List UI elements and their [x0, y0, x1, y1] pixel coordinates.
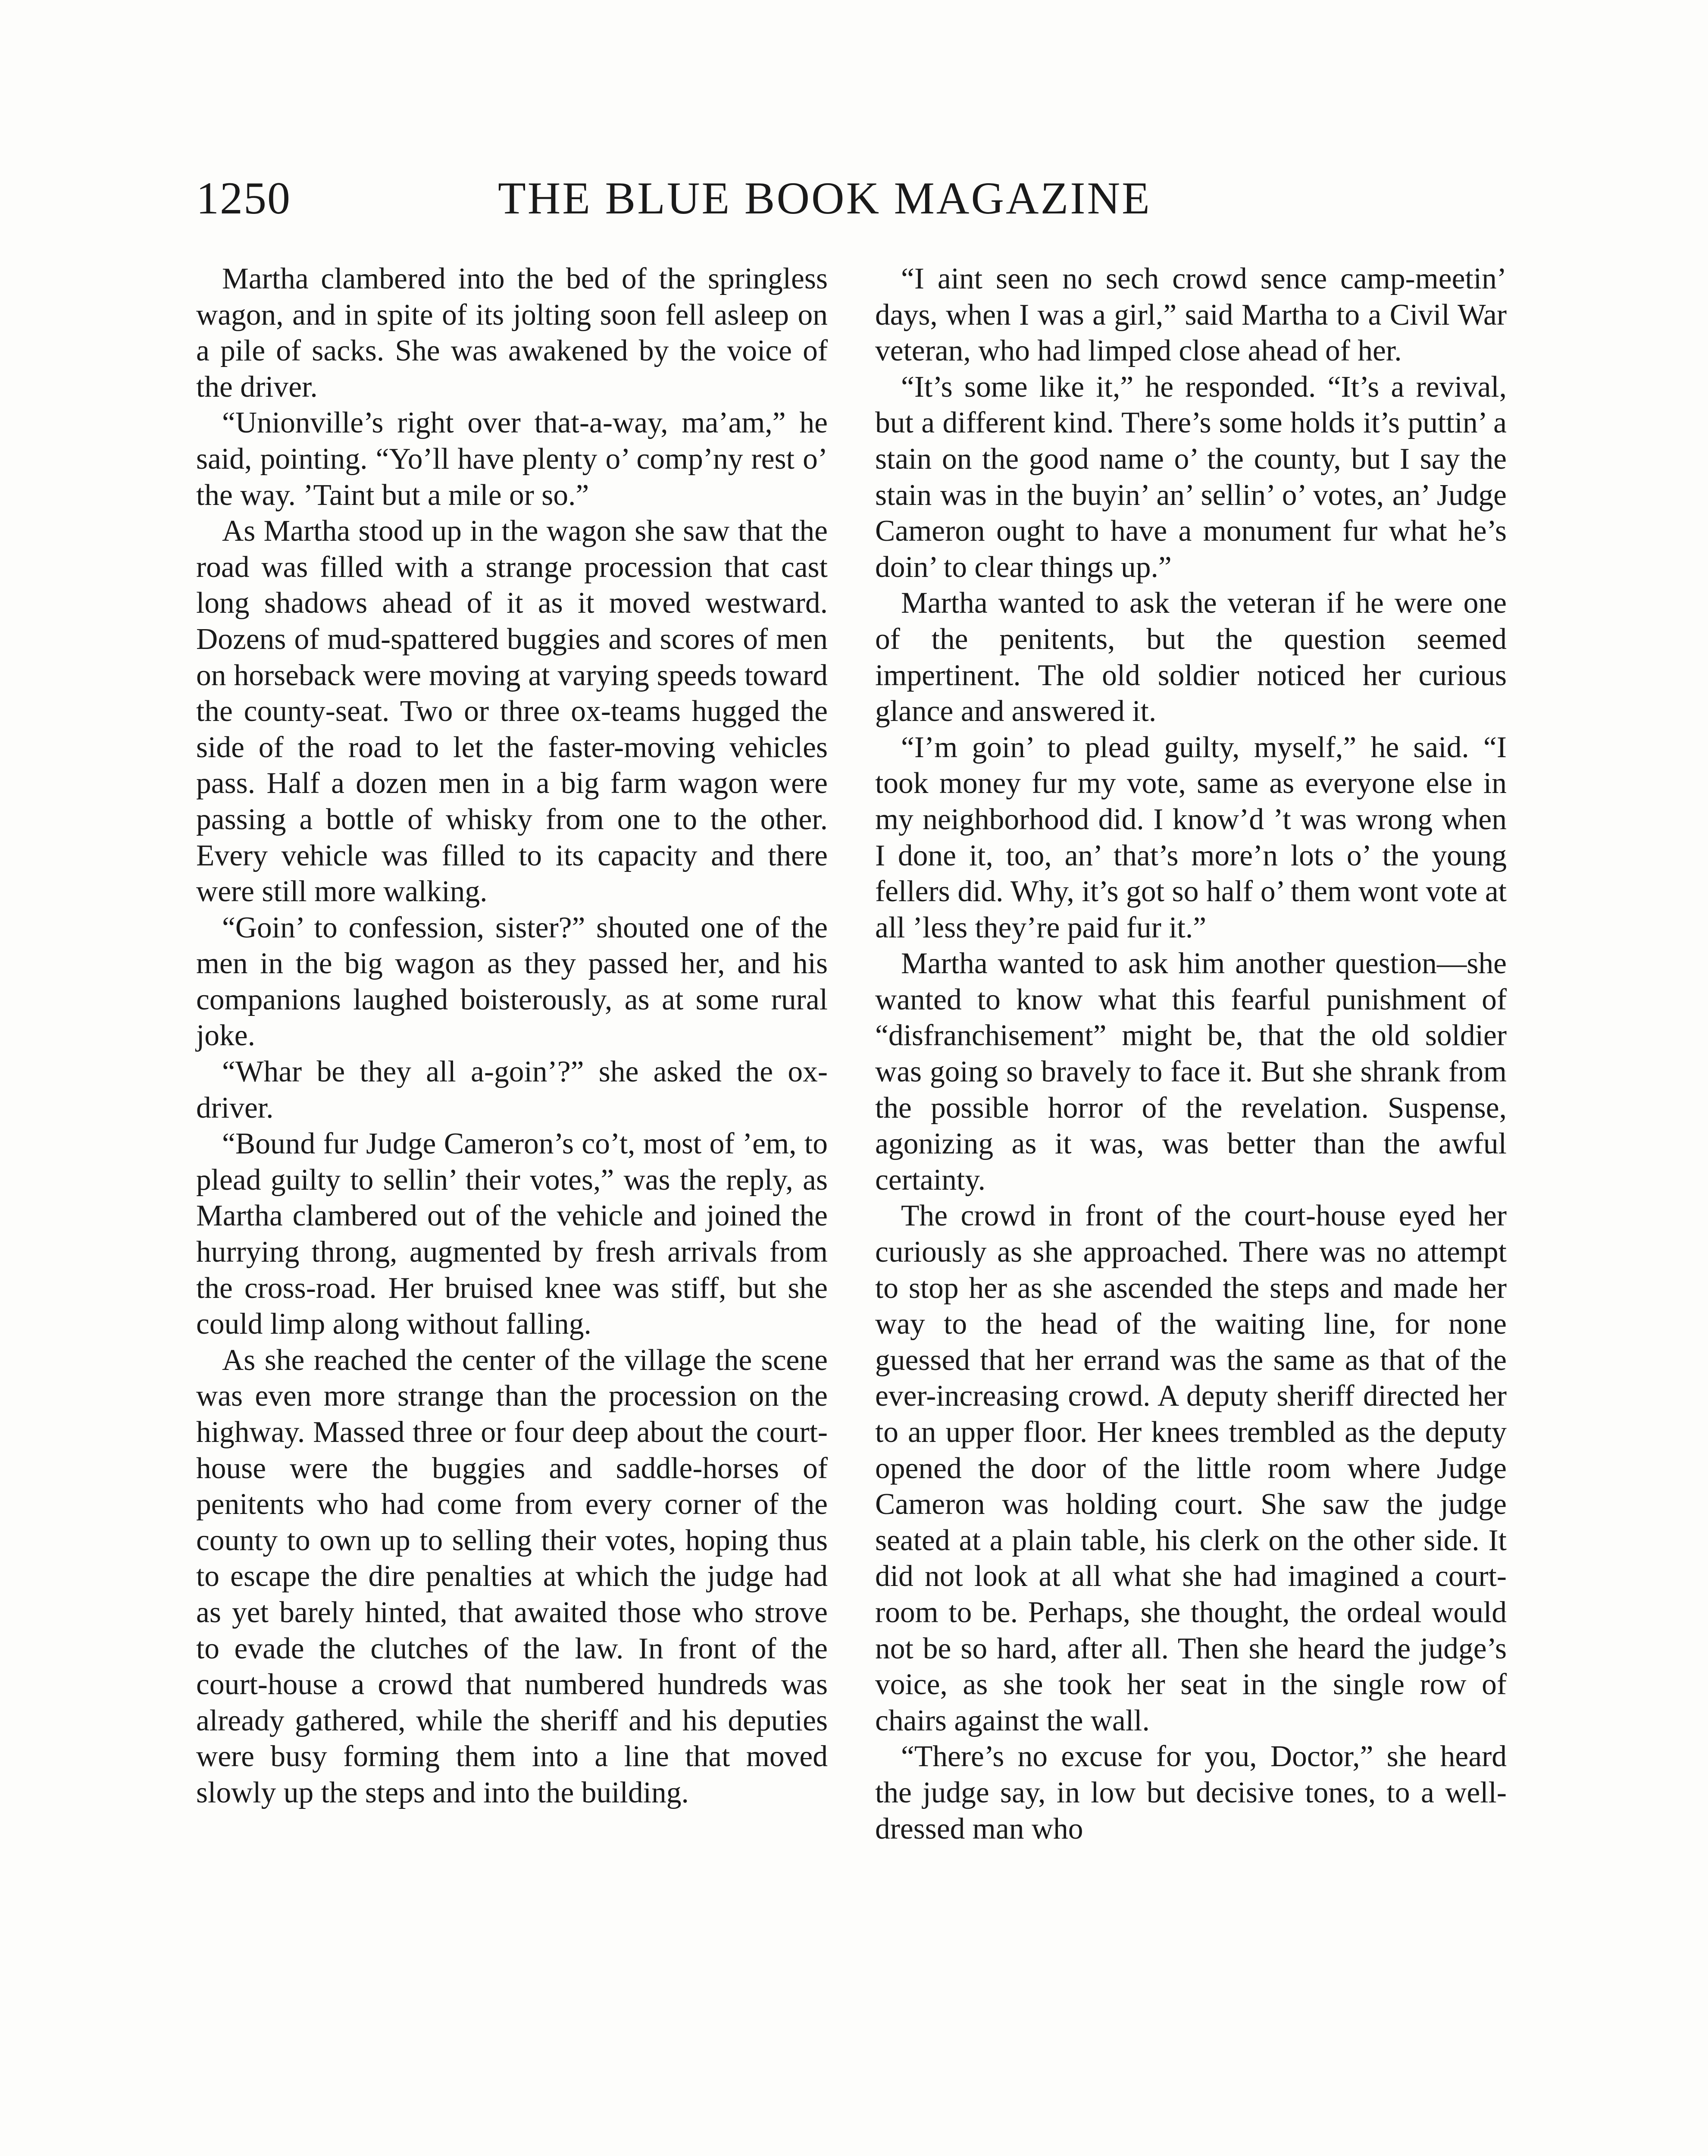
paragraph: “Bound fur Judge Cameron’s co’t, most of ’em, to plead guilty to sellin’ their votes,” was the reply, as Martha clambered out of the vehicle and joined the hurrying throng, augmented by fresh arrivals from the cross-road. Her bruised knee was stiff, but she could limp along without falling. [196, 1127, 828, 1341]
paragraph: “Unionville’s right over that-a-way, ma’am,” he said, pointing. “Yo’ll have plenty o’ comp’ny rest o’ the way. ’Taint but a mile or so.” [196, 406, 828, 512]
left-column [196, 261, 828, 1811]
magazine-title: THE BLUE BOOK MAGAZINE [498, 173, 1151, 223]
paragraph: “Goin’ to confession, sister?” shouted one of the men in the big wagon as they passed her, and his companions laughed boisterously, as at some rural joke. [196, 911, 828, 1053]
paragraph: “I aint seen no sech crowd sence camp-meetin’ days, when I was a girl,” said Martha to a Civil War veteran, who had limped close ahead of her. [875, 262, 1507, 368]
paragraph: As Martha stood up in the wagon she saw that the road was filled with a strange procession that cast long shadows ahead of it as it moved westward. Dozens of mud-spattered buggies and scores of men on horseback were moving at varying speeds toward the county-seat. Two or three ox-teams hugged the side of the road to let the faster-moving vehicles pass. Half a dozen men in a big farm wagon were passing a bottle of whisky from one to the other. Every vehicle was filled to its capacity and there were still more walking. [196, 514, 828, 909]
page-number: 1250 [196, 173, 291, 223]
right-column [875, 261, 1507, 1847]
paragraph: “There’s no excuse for you, Doctor,” she heard the judge say, in low but decisive tones, to a well-dressed man who [875, 1740, 1507, 1846]
paragraph: Martha wanted to ask the veteran if he were one of the penitents, but the question seemed impertinent. The old soldier noticed her curious glance and answered it. [875, 586, 1507, 728]
paragraph: Martha wanted to ask him another question—she wanted to know what this fearful punishment of “disfranchisement” might be, that the old soldier was going so bravely to face it. But she shrank from the possible horror of the revelation. Suspense, agonizing as it was, was better than the awful certainty. [875, 947, 1507, 1197]
paragraph: “Whar be they all a-goin’?” she asked the ox-driver. [196, 1055, 828, 1125]
paragraph: “I’m goin’ to plead guilty, myself,” he said. “I took money fur my vote, same as everyone else in my neighborhood did. I know’d ’t was wrong when I done it, too, an’ that’s more’n lots o’ the young fellers did. Why, it’s got so half o’ them wont vote at all ’less they’re paid fur it.” [875, 730, 1507, 944]
paragraph: “It’s some like it,” he responded. “It’s a revival, but a different kind. There’s some holds it’s puttin’ a stain on the good name o’ the county, but I say the stain was in the buyin’ an’ sellin’ o’ votes, an’ Judge Cameron ought to have a monument fur what he’s doin’ to clear things up.” [875, 370, 1507, 584]
paragraph: As she reached the center of the village the scene was even more strange than the procession on the highway. Massed three or four deep about the court-house were the buggies and saddle-horses of penitents who had come from every corner of the county to own up to selling their votes, hoping thus to escape the dire penalties at which the judge had as yet barely hinted, that awaited those who strove to evade the clutches of the law. In front of the court-house a crowd that numbered hundreds was already gathered, while the sheriff and his deputies were busy forming them into a line that moved slowly up the steps and into the building. [196, 1343, 828, 1809]
paragraph: The crowd in front of the court-house eyed her curiously as she approached. There was no attempt to stop her as she ascended the steps and made her way to the head of the waiting line, for none guessed that her errand was the same as that of the ever-increasing crowd. A deputy sheriff directed her to an upper floor. Her knees trembled as the deputy opened the door of the little room where Judge Cameron was holding court. She saw the judge seated at a plain table, his clerk on the other side. It did not look at all what she had imagined a court-room to be. Perhaps, she thought, the ordeal would not be so hard, after all. Then she heard the judge’s voice, as she took her seat in the single row of chairs against the wall. [875, 1199, 1507, 1737]
paragraph: Martha clambered into the bed of the springless wagon, and in spite of its jolting soon fell asleep on a pile of sacks. She was awakened by the voice of the driver. [196, 262, 828, 404]
page-header [196, 166, 1272, 231]
